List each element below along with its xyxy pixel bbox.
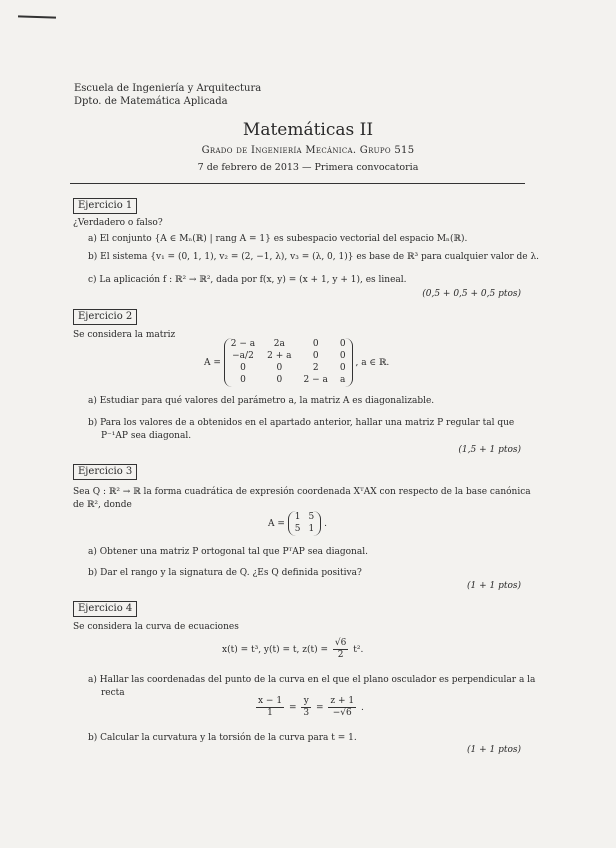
ex3-item-b: b) Dar el rango y la signatura de Q. ¿Es Q definida positiva? bbox=[88, 568, 362, 578]
header-divider bbox=[70, 183, 525, 184]
matrix-cell: 5 bbox=[308, 512, 315, 522]
ex3-matrix-lhs: A = bbox=[268, 519, 285, 529]
matrix-cell: 0 bbox=[276, 363, 283, 373]
ex2-points: (1,5 + 1 ptos) bbox=[458, 445, 521, 455]
ex3-intro-line2: de ℝ², donde bbox=[73, 500, 132, 510]
ex4-item-a-line2: recta bbox=[101, 688, 125, 698]
ex1-item-a: a) El conjunto {A ∈ Mₙ(ℝ) | rang A = 1} es subespacio vectorial del espacio Mₙ(ℝ). bbox=[88, 234, 468, 244]
matrix-cell: 0 bbox=[276, 375, 283, 385]
ex2-intro: Se considera la matriz bbox=[73, 330, 176, 340]
line-fraction-y bbox=[301, 696, 311, 719]
pen-mark bbox=[18, 15, 56, 18]
line-num-x: x − 1 bbox=[258, 696, 283, 706]
ex4-line-equation bbox=[254, 696, 364, 719]
ex3-matrix-rhs: . bbox=[324, 519, 327, 529]
curve-lhs: x(t) = t³, y(t) = t, z(t) = bbox=[222, 645, 329, 655]
line-den-x: 1 bbox=[267, 708, 273, 718]
matrix-cell: 0 bbox=[312, 351, 319, 361]
department-name: Dpto. de Matemática Aplicada bbox=[74, 96, 228, 107]
matrix-cell: a bbox=[340, 375, 346, 385]
matrix-cell: 2a bbox=[273, 339, 285, 349]
matrix-cell: 0 bbox=[312, 339, 319, 349]
ex2-matrix-block bbox=[204, 338, 389, 387]
curve-fraction-num: √6 bbox=[334, 638, 347, 648]
ex1-points: (0,5 + 0,5 + 0,5 ptos) bbox=[422, 289, 521, 299]
ex2-label: Ejercicio 2 bbox=[73, 309, 137, 325]
line-den-z: −√6 bbox=[332, 708, 352, 718]
exam-subtitle: Grado de Ingeniería Mecánica. Grupo 515 bbox=[201, 145, 415, 156]
ex2-matrix-lhs: A = bbox=[204, 358, 221, 368]
line-eq-2: = bbox=[315, 703, 324, 713]
matrix-cell: 0 bbox=[339, 363, 346, 373]
matrix-cell: 0 bbox=[240, 363, 246, 373]
ex3-points: (1 + 1 ptos) bbox=[466, 581, 521, 591]
ex3-matrix bbox=[288, 511, 321, 536]
ex2-item-a: a) Estudiar para qué valores del parámetro a, la matriz A es diagonalizable. bbox=[88, 396, 435, 406]
curve-fraction-den: 2 bbox=[337, 650, 344, 660]
ex2-matrix-rhs: , a ∈ ℝ. bbox=[355, 358, 390, 368]
ex2-matrix bbox=[224, 338, 353, 387]
line-fraction-z bbox=[328, 696, 356, 719]
ex3-item-a: a) Obtener una matriz P ortogonal tal que PᵀAP sea diagonal. bbox=[88, 547, 368, 557]
matrix-cell: 1 bbox=[308, 524, 315, 534]
ex2-item-b-line1: b) Para los valores de a obtenidos en el apartado anterior, hallar una matriz P regular tal que bbox=[88, 418, 515, 428]
ex1-item-c: c) La aplicación f : ℝ² → ℝ², dada por f(x, y) = (x + 1, y + 1), es lineal. bbox=[88, 275, 407, 285]
matrix-cell: 2 − a bbox=[303, 375, 328, 385]
ex2-item-b-line2: P⁻¹AP sea diagonal. bbox=[101, 431, 192, 441]
ex4-item-b: b) Calcular la curvatura y la torsión de la curva para t = 1. bbox=[88, 733, 357, 743]
exam-title: Matemáticas II bbox=[242, 120, 374, 140]
curve-fraction bbox=[333, 638, 348, 661]
line-num-y: y bbox=[301, 696, 311, 708]
school-name: Escuela de Ingeniería y Arquitectura bbox=[74, 83, 262, 94]
matrix-cell: 2 bbox=[312, 363, 319, 373]
ex4-curve-equation bbox=[222, 638, 363, 661]
ex1-item-b: b) El sistema {v₁ = (0, 1, 1), v₂ = (2, −1, λ), v₃ = (λ, 0, 1)} es base de ℝ³ para cualquier valor de λ. bbox=[88, 252, 540, 262]
matrix-cell: 1 bbox=[294, 512, 301, 522]
exam-date: 7 de febrero de 2013 — Primera convocatoria bbox=[197, 162, 419, 173]
matrix-cell: 5 bbox=[294, 524, 301, 534]
line-fraction-x bbox=[256, 696, 284, 719]
line-den-y: 3 bbox=[303, 708, 310, 718]
ex4-label: Ejercicio 4 bbox=[73, 601, 137, 617]
line-end: . bbox=[361, 703, 364, 713]
ex3-label: Ejercicio 3 bbox=[73, 464, 137, 480]
ex4-item-a-line1: a) Hallar las coordenadas del punto de la curva en el que el plano osculador es perpendicular a la bbox=[88, 675, 536, 685]
matrix-cell: 0 bbox=[339, 351, 346, 361]
matrix-cell: 2 − a bbox=[230, 339, 256, 349]
matrix-cell: 0 bbox=[339, 339, 346, 349]
ex4-intro: Se considera la curva de ecuaciones bbox=[73, 622, 239, 632]
institution-block bbox=[74, 82, 261, 108]
ex4-points: (1 + 1 ptos) bbox=[466, 745, 521, 755]
ex3-matrix-block bbox=[268, 511, 327, 536]
ex1-label: Ejercicio 1 bbox=[73, 198, 137, 214]
matrix-cell: 2 + a bbox=[267, 351, 292, 361]
line-num-z: z + 1 bbox=[330, 696, 355, 706]
matrix-cell: −a/2 bbox=[232, 351, 254, 361]
ex3-intro-line1: Sea Q : ℝ² → ℝ la forma cuadrática de expresión coordenada XᵀAX con respecto de la base canónica bbox=[73, 487, 531, 497]
line-eq-1: = bbox=[288, 703, 297, 713]
matrix-cell: 0 bbox=[240, 375, 246, 385]
curve-rhs: t². bbox=[353, 645, 364, 655]
ex1-intro: ¿Verdadero o falso? bbox=[73, 218, 163, 228]
